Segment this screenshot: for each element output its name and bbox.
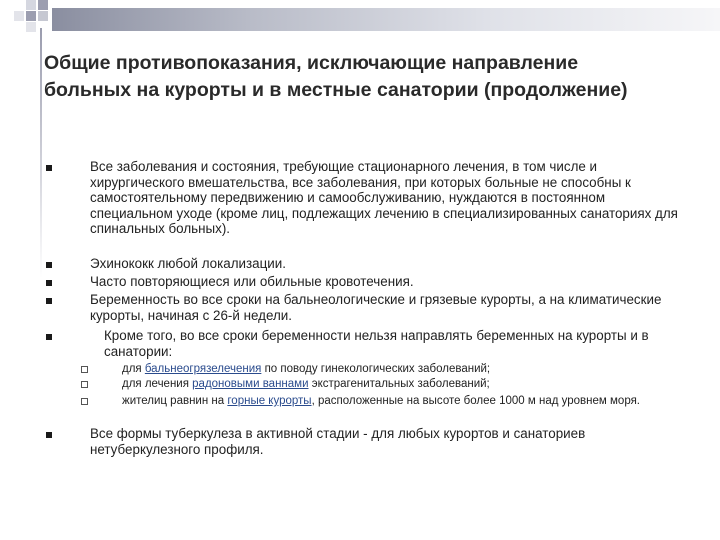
sub-item-text: экстрагенитальных заболеваний; <box>308 378 490 390</box>
sub-item-text: жителиц равнин на <box>122 395 228 407</box>
header-decoration <box>0 0 720 40</box>
balneo-mud-link[interactable]: бальнеогрязелечения <box>144 363 262 375</box>
list-item: Часто повторяющиеся или обильные кровотечения. <box>90 274 414 289</box>
list-item: Кроме того, во все сроки беременности нельзя направлять беременных на курорты и в санатории: <box>104 328 649 359</box>
square-bullet-icon <box>46 298 52 304</box>
sub-item-text: для лечения <box>122 378 193 390</box>
list-item: Все формы туберкулеза в активной стадии - для любых курортов и санаториев нетуберкулезного профиля. <box>90 426 586 457</box>
hollow-square-bullet-icon <box>81 398 88 405</box>
deco-square-icon <box>26 0 36 10</box>
square-bullet-icon <box>46 262 52 268</box>
sub-list-item <box>122 362 682 376</box>
vertical-accent-line <box>40 28 42 278</box>
list-item: Эхинококк любой локализации. <box>90 256 286 271</box>
deco-square-icon <box>14 11 24 21</box>
sub-list-item <box>122 394 712 408</box>
radon-baths-link[interactable]: радоновыми ваннами <box>192 378 309 390</box>
mountain-resorts-link[interactable]: горные курорты <box>227 395 312 407</box>
square-bullet-icon <box>46 432 52 438</box>
sub-item-text: для <box>122 363 145 375</box>
slide-title: Общие противопоказания, исключающие направление больных на курорты и в местные санатории (продолжение) <box>44 52 628 101</box>
sub-list-item <box>122 377 682 391</box>
hollow-square-bullet-icon <box>81 381 88 388</box>
hollow-square-bullet-icon <box>81 366 88 373</box>
square-bullet-icon <box>46 165 52 171</box>
sub-item-text: , расположенные на высоте более 1000 м над уровнем моря. <box>311 395 641 407</box>
deco-square-icon <box>26 11 36 21</box>
deco-square-icon <box>38 0 48 10</box>
square-bullet-icon <box>46 280 52 286</box>
header-gradient-band <box>52 8 720 31</box>
deco-square-icon <box>38 11 48 21</box>
list-item: Все заболевания и состояния, требующие стационарного лечения, в том числе и хирургического вмешательства, все заболевания, при которых больные не способны к самостоятельному передвижению и самообслуживанию, нуждаются в постоянном специальном уходе (кроме лиц, подлежащих лечению в специализированных санаториях для спинальных больных). <box>90 159 678 236</box>
square-bullet-icon <box>46 334 52 340</box>
sub-item-text: по поводу гинекологических заболеваний; <box>261 363 491 375</box>
deco-square-icon <box>26 22 36 32</box>
list-item: Беременность во все сроки на бальнеологические и грязевые курорты, а на климатические курорты, начиная с 26-й недели. <box>90 292 662 323</box>
